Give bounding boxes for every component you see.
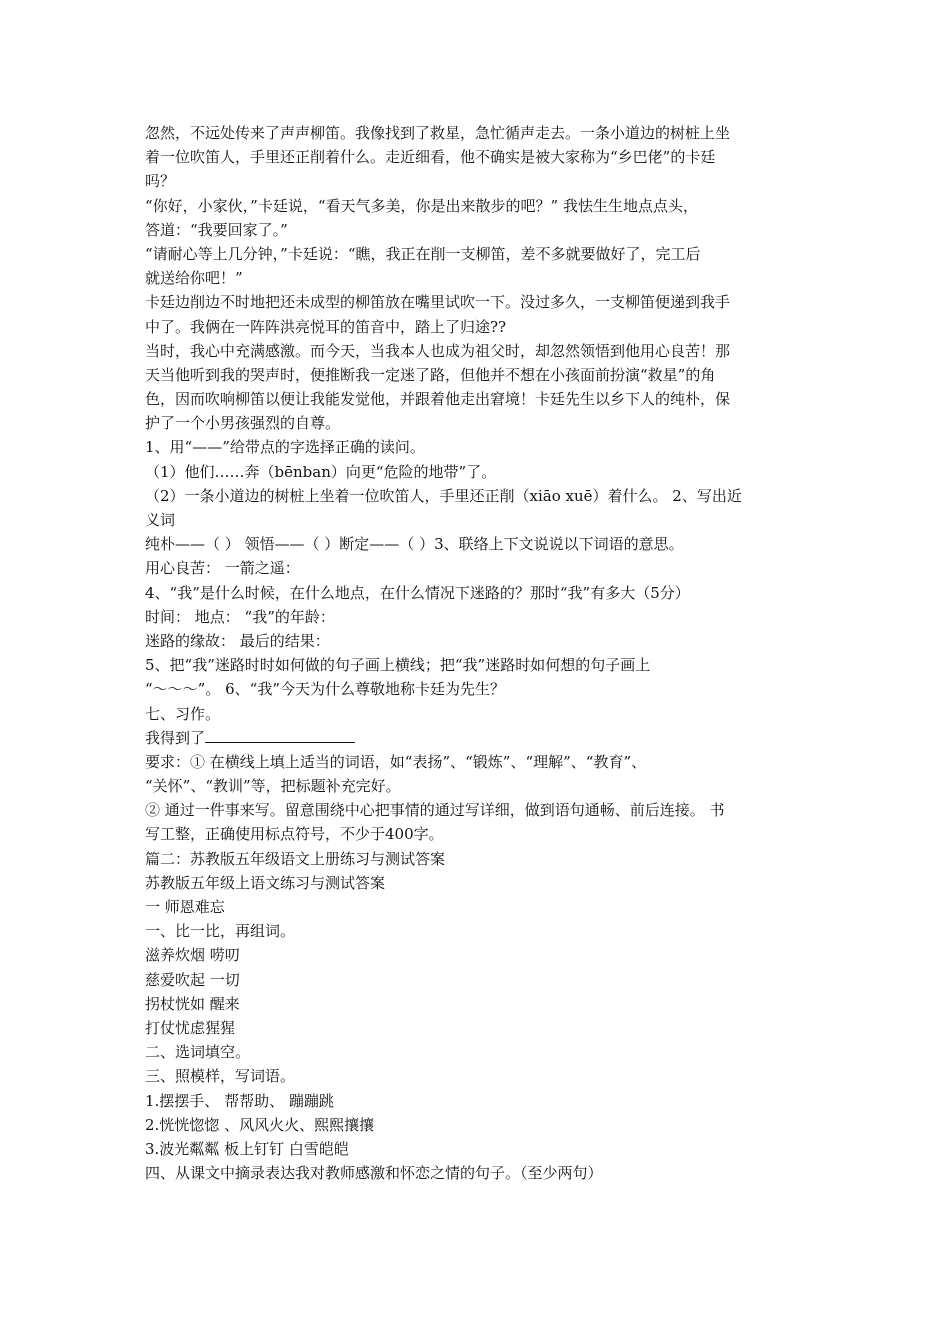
text-line: ② 通过一件事来写。留意围绕中心把事情的通过写详细，做到语句通畅、前后连接。 书 <box>145 801 725 820</box>
text-line: 卡廷边削边不时地把还未成型的柳笛放在嘴里试吹一下。没过多久，一支柳笛便递到我手 <box>145 293 731 312</box>
text-line: 色，因而吹响柳笛以便让我能发觉他，并跟着他走出窘境！卡廷先生以乡下人的纯朴，保 <box>145 390 731 409</box>
question-5: 5、把“我”迷路时时如何做的句子画上横线；把“我”迷路时如何想的句子画上 <box>145 656 651 675</box>
text-line: 当时，我心中充满感激。而今天，当我本人也成为祖父时，却忽然领悟到他用心良苦！那 <box>145 341 731 360</box>
text-line: 一、比一比，再组词。 <box>145 922 296 941</box>
answer-title: 苏教版五年级上语文练习与测试答案 <box>145 873 386 892</box>
text-line: 三、照模样，写词语。 <box>145 1067 296 1086</box>
text-line: 迷路的缘故： 最后的结果： <box>145 631 330 650</box>
text-line: 护了一个小男孩强烈的自尊。 <box>145 414 341 433</box>
text-line: 吗？ <box>145 172 176 191</box>
essay-title-prefix: 我得到了 <box>145 728 206 747</box>
text-line: 时间： 地点： “我”的年龄： <box>145 607 335 626</box>
part-two-heading: 篇二：苏教版五年级语文上册练习与测试答案 <box>145 849 446 868</box>
text-line: 忽然，不远处传来了声声柳笛。我像找到了救星，急忙循声走去。一条小道边的树桩上坐 <box>145 124 731 142</box>
question-1: 1、用“——”给带点的字选择正确的读问。 <box>145 438 425 457</box>
text-line: “你好，小家伙，”卡廷说，“看天气多美，你是出来散步的吧？” 我怯生生地点点头， <box>145 196 698 215</box>
text-line: 滋养炊烟 唠叨 <box>145 946 240 965</box>
text-line: （2）一条小道边的树桩上坐着一位吹笛人，手里还正削（xiāo xuē）着什么。 2、写出近 <box>145 486 742 505</box>
text-line: 2.恍恍惚惚 、风风火火、熙熙攘攘 <box>145 1115 375 1134</box>
text-line: 答道：“我要回家了。” <box>145 220 288 239</box>
text-line: 四、从课文中摘录表达我对教师感激和怀恋之情的句子。（至少两句） <box>145 1164 603 1183</box>
text-line: 着一位吹笛人，手里还正削着什么。走近细看，他不确实是被大家称为“乡巴佬”的卡廷 <box>145 148 716 167</box>
text-line: 中了。我俩在一阵阵洪亮悦耳的笛音中，踏上了归途?? <box>145 317 507 336</box>
text-line: 用心良苦： 一箭之遥： <box>145 559 300 578</box>
text-line: 写工整，正确使用标点符号，不少于400字。 <box>145 825 444 844</box>
text-line: 二、选词填空。 <box>145 1043 251 1062</box>
text-line: “请耐心等上几分钟，”卡廷说：“瞧，我正在削一支柳笛，差不多就要做好了，完工后 <box>145 244 701 263</box>
text-line: 就送给你吧！” <box>145 269 243 288</box>
text-line: 义词 <box>145 511 176 529</box>
text-line: 天当他听到我的哭声时，便推断我一定迷了路，但他并不想在小孩面前扮演“救星”的角 <box>145 365 716 384</box>
text-line: “关怀”、“教训”等，把标题补充完好。 <box>145 777 401 796</box>
text-line: 拐杖恍如 醒来 <box>145 994 240 1013</box>
question-4: 4、“我”是什么时候，在什么地点，在什么情况下迷路的？那时“我”有多大（5分） <box>145 583 690 602</box>
text-line: 3.波光粼粼 板上钉钉 白雪皑皑 <box>145 1139 349 1158</box>
text-line: 纯朴——（ ） 领悟——（ ）断定——（ ）3、联络上下文说说以下词语的意思。 <box>145 535 684 554</box>
text-line: 慈爱吹起 一切 <box>145 970 240 989</box>
text-line: 打仗忧虑猩猩 <box>145 1018 236 1037</box>
section-heading: 七、习作。 <box>145 704 221 723</box>
text-line: 要求：① 在横线上填上适当的词语，如“表扬”、“锻炼”、“理解”、“教育”、 <box>145 752 647 771</box>
essay-title-line <box>145 726 809 750</box>
fill-in-blank <box>205 728 355 743</box>
text-line: 1.摆摆手、 帮帮助、 蹦蹦跳 <box>145 1091 334 1110</box>
lesson-title: 一 师恩难忘 <box>145 898 225 916</box>
document-body <box>145 121 809 1185</box>
text-line: （1）他们……奔（bēnban）向更“危险的地带”了。 <box>145 462 497 481</box>
text-line: “～～～”。 6、“我”今天为什么尊敬地称卡廷为先生？ <box>145 680 505 699</box>
